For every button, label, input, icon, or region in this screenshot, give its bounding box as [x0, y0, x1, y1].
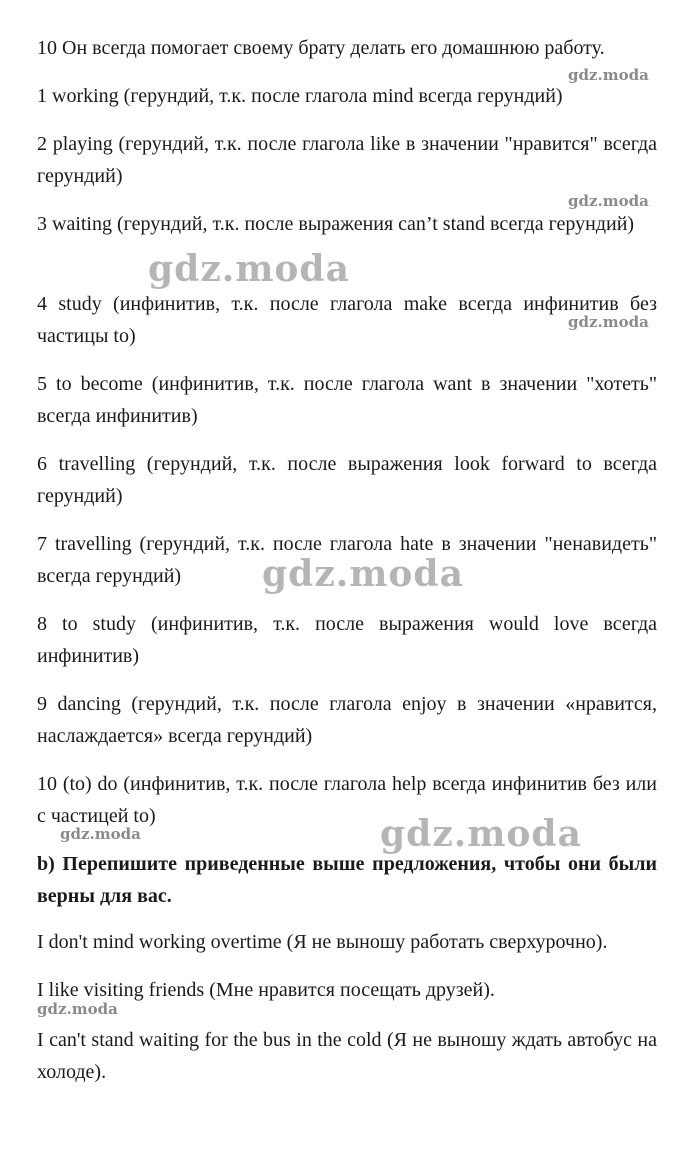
answer-1: 1 working (герундий, т.к. после глагола mind всегда герундий): [37, 85, 563, 107]
watermark-small-1: gdz.moda: [568, 66, 649, 84]
watermark-small-4: gdz.moda: [60, 825, 141, 843]
answer-4: 4 study (инфинитив, т.к. после глагола make всегда инфинитив без частицы to): [37, 293, 657, 347]
answer-8: 8 to study (инфинитив, т.к. после выражения would love всегда инфинитив): [37, 613, 657, 667]
watermark-small-2: gdz.moda: [568, 192, 649, 210]
line-10-translation: 10 Он всегда помогает своему брату делать его домашнюю работу.: [37, 37, 605, 59]
watermark-large-1: gdz.moda: [148, 248, 350, 290]
watermark-large-2: gdz.moda: [262, 553, 464, 595]
answer-9: 9 dancing (герундий, т.к. после глагола enjoy в значении «нравится, наслаждается» всегда герундий): [37, 693, 657, 747]
answer-3: 3 waiting (герундий, т.к. после выражения can’t stand всегда герундий): [37, 213, 635, 235]
task-b-answer-2: I like visiting friends (Мне нравится посещать друзей).: [37, 979, 495, 1001]
answer-5: 5 to become (инфинитив, т.к. после глагола want в значении "хотеть" всегда инфинитив): [37, 373, 657, 427]
task-b-answer-1: I don't mind working overtime (Я не выношу работать сверхурочно).: [37, 931, 608, 953]
answer-6: 6 travelling (герундий, т.к. после выражения look forward to всегда герундий): [37, 453, 657, 507]
answer-2: 2 playing (герундий, т.к. после глагола like в значении "нравится" всегда герундий): [37, 133, 657, 187]
watermark-small-5: gdz.moda: [37, 1000, 118, 1018]
task-b-answer-3: I can't stand waiting for the bus in the cold (Я не выношу ждать автобус на холоде).: [37, 1029, 657, 1083]
answer-7: 7 travelling (герундий, т.к. после глагола hate в значении "ненавидеть" всегда герундий): [37, 533, 657, 587]
answer-10: 10 (to) do (инфинитив, т.к. после глагола help всегда инфинитив без или с частицей to): [37, 773, 657, 827]
watermark-large-3: gdz.moda: [380, 813, 582, 855]
watermark-small-3: gdz.moda: [568, 313, 649, 331]
task-b-heading: b) Перепишите приведенные выше предложения, чтобы они были верны для вас.: [37, 853, 657, 907]
